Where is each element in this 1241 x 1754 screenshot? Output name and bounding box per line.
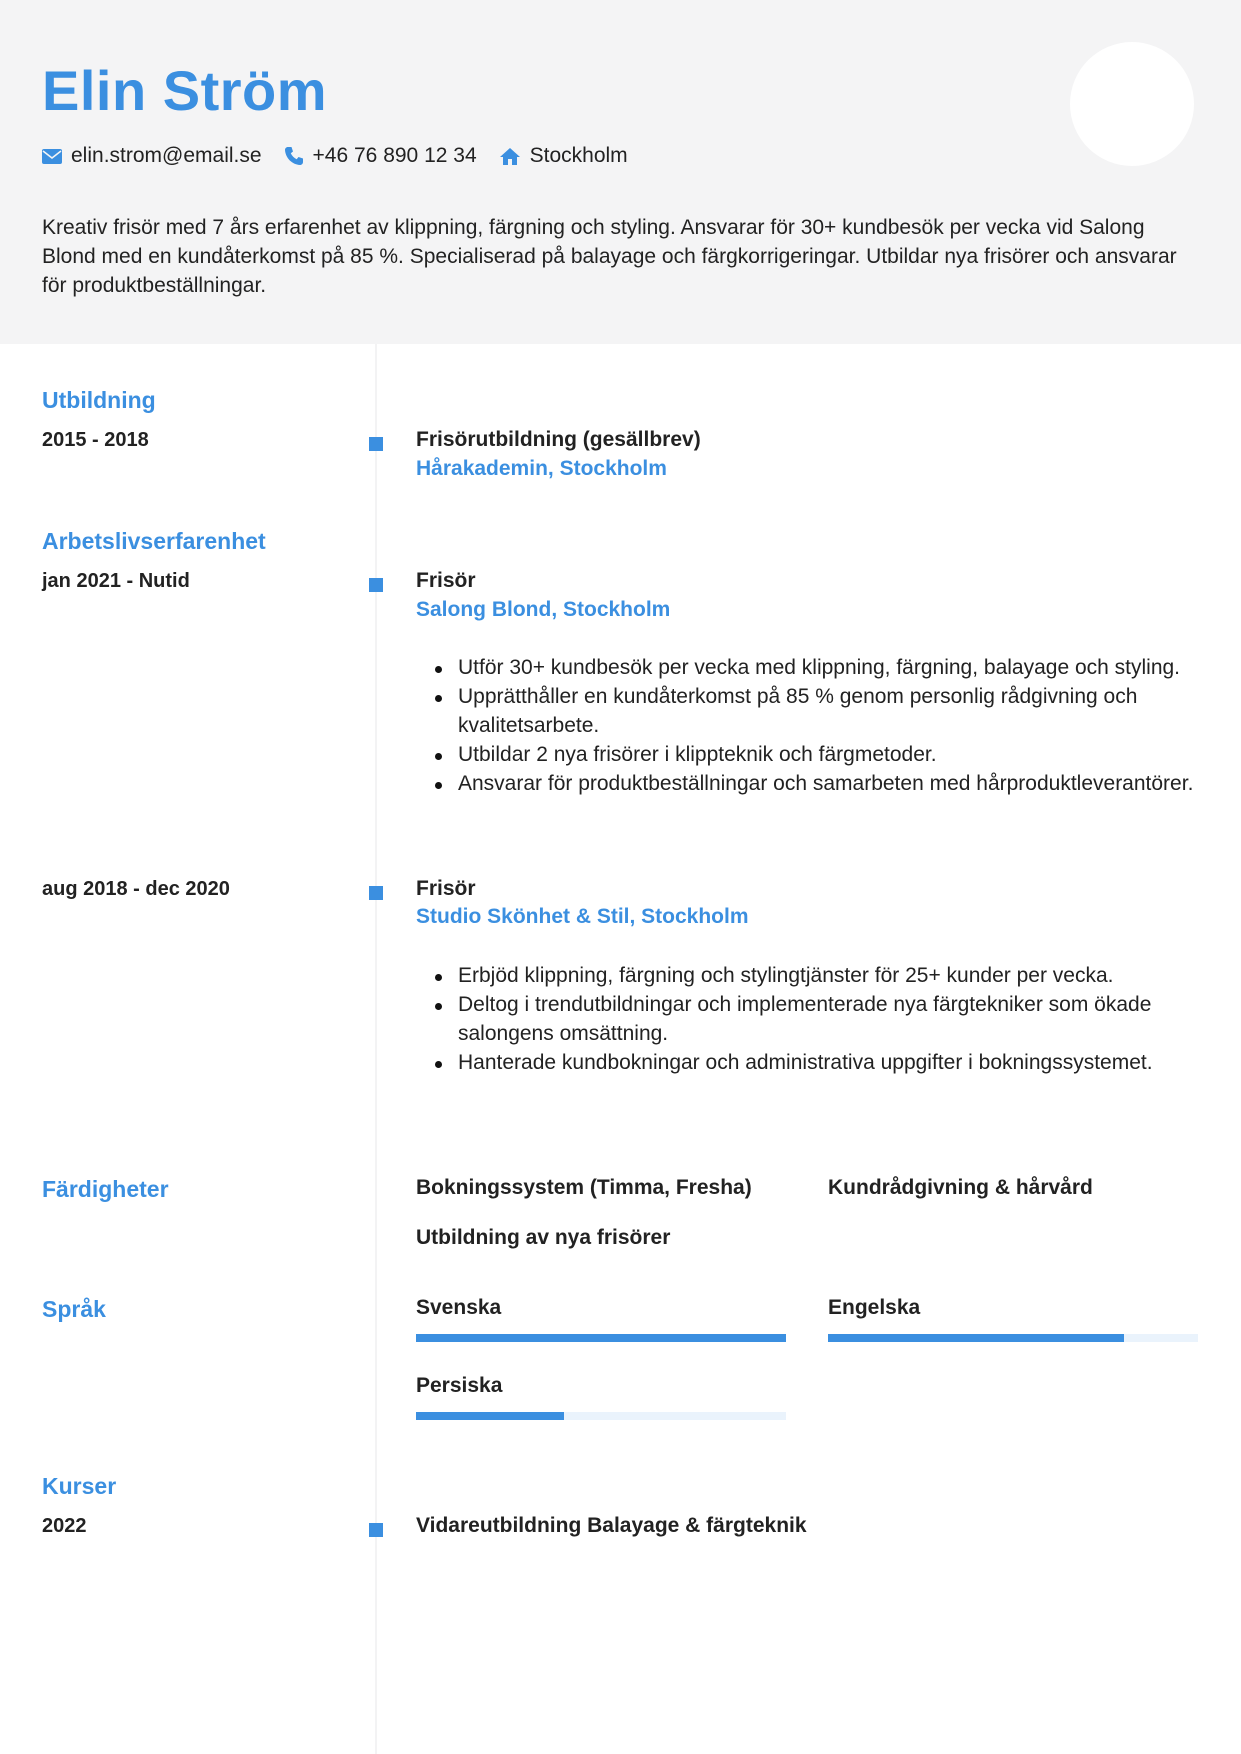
experience-title: Frisör [416, 569, 476, 592]
experience-employer: Salong Blond, Stockholm [416, 598, 671, 621]
language-level-fill [416, 1412, 564, 1420]
home-icon [499, 147, 521, 166]
phone-text: +46 76 890 12 34 [312, 144, 477, 167]
list-item: Deltog i trendutbildningar och implementerade nya färgtekniker som ökade salongens omsättning. [416, 990, 1206, 1048]
list-item: Utför 30+ kundbesök per vecka med klippning, färgning, balayage och styling. [416, 653, 1206, 682]
contact-location [499, 144, 628, 168]
section-title-experience: Arbetslivserfarenhet [42, 528, 266, 554]
section-title-skills: Färdigheter [42, 1176, 169, 1202]
phone-icon [284, 146, 304, 166]
skill-item: Kundrådgivning & hårvård [828, 1176, 1093, 1199]
experience-bullets [416, 961, 1206, 1077]
email-text: elin.strom@email.se [71, 144, 262, 167]
language-level-bar [416, 1334, 786, 1342]
experience-bullets [416, 653, 1206, 798]
experience-employer: Studio Skönhet & Stil, Stockholm [416, 905, 749, 928]
list-item: Hanterade kundbokningar och administrativa uppgifter i bokningssystemet. [416, 1048, 1206, 1077]
language-level-fill [416, 1334, 786, 1342]
skill-item: Bokningssystem (Timma, Fresha) [416, 1176, 752, 1199]
location-text: Stockholm [529, 144, 628, 167]
section-title-courses: Kurser [42, 1473, 117, 1499]
list-item: Upprätthåller en kundåterkomst på 85 % genom personlig rådgivning och kvalitetsarbete. [416, 682, 1206, 740]
profile-summary: Kreativ frisör med 7 års erfarenhet av klippning, färgning och styling. Ansvarar för 30+ kundbesök per vecka vid Salong Blond med en kundåterkomst på 85 %. Specialiserad på balayage och färgkorrigeringar. Utbildar nya frisörer och ansvarar för produktbeställningar. [42, 216, 1177, 297]
envelope-icon [42, 149, 62, 164]
contact-email[interactable] [42, 144, 262, 168]
language-name: Engelska [828, 1296, 921, 1319]
timeline-divider [375, 344, 377, 1754]
education-date: 2015 - 2018 [42, 429, 149, 451]
candidate-name: Elin Ström [42, 59, 328, 122]
list-item: Erbjöd klippning, färgning och stylingtjänster för 25+ kunder per vecka. [416, 961, 1206, 990]
course-date: 2022 [42, 1515, 87, 1537]
timeline-marker [369, 1523, 383, 1537]
contact-phone[interactable] [284, 144, 477, 168]
experience-date: aug 2018 - dec 2020 [42, 878, 230, 900]
language-level-bar [828, 1334, 1198, 1342]
timeline-marker [369, 886, 383, 900]
education-school: Hårakademin, Stockholm [416, 457, 667, 480]
contact-row [42, 144, 650, 168]
language-level-bar [416, 1412, 786, 1420]
list-item: Ansvarar för produktbeställningar och samarbeten med hårproduktleverantörer. [416, 769, 1206, 798]
section-title-education: Utbildning [42, 387, 156, 413]
language-name: Svenska [416, 1296, 502, 1319]
course-title: Vidareutbildning Balayage & färgteknik [416, 1514, 807, 1537]
experience-title: Frisör [416, 877, 476, 900]
list-item: Utbildar 2 nya frisörer i klippteknik och färgmetoder. [416, 740, 1206, 769]
experience-date: jan 2021 - Nutid [42, 570, 190, 592]
education-title: Frisörutbildning (gesällbrev) [416, 428, 701, 451]
language-level-fill [828, 1334, 1124, 1342]
skill-item: Utbildning av nya frisörer [416, 1226, 671, 1249]
profile-photo [1070, 42, 1194, 166]
timeline-marker [369, 578, 383, 592]
section-title-languages: Språk [42, 1296, 106, 1322]
language-name: Persiska [416, 1374, 503, 1397]
timeline-marker [369, 437, 383, 451]
cv-header [0, 0, 1241, 344]
